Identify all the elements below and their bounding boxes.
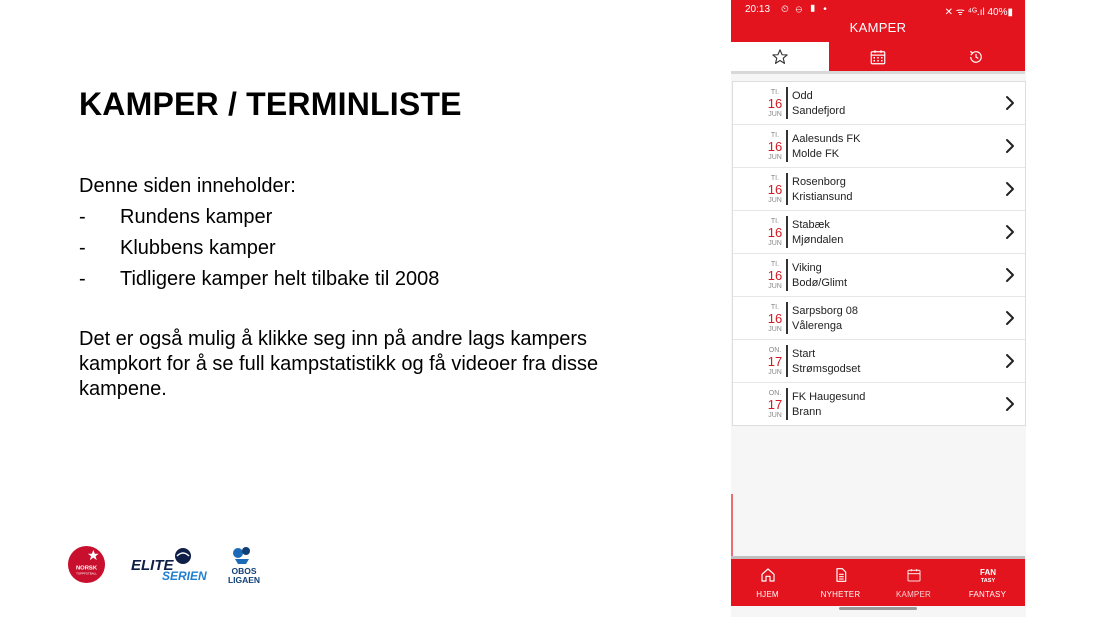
home-team: FK Haugesund — [792, 391, 866, 403]
phone-screen — [731, 0, 1026, 617]
tab-bar — [731, 42, 1025, 72]
divider-bar — [786, 216, 788, 248]
away-team: Molde FK — [792, 148, 840, 160]
home-team: Rosenborg — [792, 176, 846, 188]
description-paragraph: Det er også mulig å klikke seg inn på andre lags kampers kampkort for å se full kampstatistikk og få videoer fra disse kampene. — [79, 328, 599, 400]
home-team: Odd — [792, 90, 813, 102]
match-month: JUN — [768, 154, 782, 161]
match-row[interactable] — [733, 125, 1025, 168]
match-month: JUN — [768, 412, 782, 419]
match-day: 16 — [767, 96, 783, 111]
bottom-navigation — [731, 556, 1025, 606]
home-icon — [760, 567, 776, 583]
away-team: Vålerenga — [792, 320, 843, 332]
eliteserien-logo — [129, 546, 207, 583]
slide-title: KAMPER / TERMINLISTE — [79, 86, 462, 122]
svg-text:TASY: TASY — [980, 578, 995, 584]
tab-history[interactable] — [927, 42, 1025, 72]
intro-text: Denne siden inneholder: — [79, 175, 296, 197]
match-row[interactable] — [733, 211, 1025, 254]
match-month: JUN — [768, 283, 782, 290]
nav-matches[interactable] — [877, 559, 950, 606]
match-row[interactable] — [733, 340, 1025, 383]
svg-text:TOPPFOTBALL: TOPPFOTBALL — [76, 571, 97, 576]
match-day: 17 — [767, 397, 783, 412]
match-row[interactable] — [733, 383, 1025, 425]
home-indicator[interactable] — [839, 607, 917, 610]
status-bar — [731, 0, 1025, 20]
tab-calendar[interactable] — [829, 42, 927, 72]
nav-home-label: HJEM — [756, 590, 779, 599]
tab-favorites[interactable] — [731, 42, 829, 72]
away-team: Bodø/Glimt — [792, 277, 848, 289]
match-day: 16 — [767, 139, 783, 154]
bullet-item: - Tidligere kamper helt tilbake til 2008 — [79, 268, 440, 290]
match-weekday: TI. — [770, 261, 780, 268]
fantasy-icon — [978, 567, 998, 585]
divider-bar — [786, 345, 788, 377]
nav-news[interactable] — [804, 559, 877, 606]
match-row[interactable] — [733, 297, 1025, 340]
divider-bar — [786, 388, 788, 420]
match-weekday: ON. — [768, 347, 782, 354]
match-month: JUN — [768, 197, 782, 204]
divider-bar — [786, 173, 788, 205]
divider-bar — [786, 259, 788, 291]
bullet-item: - Rundens kamper — [79, 206, 273, 228]
edge-indicator — [731, 494, 733, 556]
away-team: Brann — [792, 406, 822, 418]
divider-bar — [786, 87, 788, 119]
chevron-right-icon[interactable] — [1004, 181, 1016, 197]
match-day: 16 — [767, 225, 783, 240]
svg-text:FAN: FAN — [979, 568, 996, 577]
svg-text:OBOS: OBOS — [231, 566, 257, 576]
match-month: JUN — [768, 111, 782, 118]
app-header — [731, 0, 1025, 42]
chevron-right-icon[interactable] — [1004, 267, 1016, 283]
obos-ligaen-logo — [224, 545, 264, 585]
norsk-toppfotball-logo — [67, 545, 106, 584]
home-team: Start — [792, 348, 816, 360]
status-time: 20:13 — [745, 4, 771, 15]
chevron-right-icon[interactable] — [1004, 95, 1016, 111]
home-team: Aalesunds FK — [792, 133, 861, 145]
history-icon — [967, 48, 985, 66]
match-weekday: TI. — [770, 89, 780, 96]
nav-fantasy[interactable] — [950, 559, 1025, 606]
match-weekday: TI. — [770, 175, 780, 182]
chevron-right-icon[interactable] — [1004, 138, 1016, 154]
match-day: 16 — [767, 182, 783, 197]
chevron-right-icon[interactable] — [1004, 310, 1016, 326]
match-month: JUN — [768, 326, 782, 333]
match-month: JUN — [768, 240, 782, 247]
away-team: Kristiansund — [792, 191, 853, 203]
divider-bar — [786, 130, 788, 162]
away-team: Mjøndalen — [792, 234, 844, 246]
match-weekday: TI. — [770, 304, 780, 311]
match-row[interactable] — [733, 168, 1025, 211]
match-row[interactable] — [733, 254, 1025, 297]
nav-news-label: NYHETER — [820, 590, 861, 599]
svg-text:SERIEN: SERIEN — [162, 569, 207, 583]
svg-text:LIGAEN: LIGAEN — [227, 575, 261, 585]
home-team: Sarpsborg 08 — [792, 305, 859, 317]
bullet-list — [79, 204, 439, 297]
svg-text:NORSK: NORSK — [75, 565, 98, 572]
match-list — [732, 81, 1026, 426]
calendar-icon — [906, 567, 922, 583]
nav-matches-label: KAMPER — [896, 590, 931, 599]
tab-divider — [731, 71, 1025, 74]
match-weekday: TI. — [770, 132, 780, 139]
app-title: KAMPER — [849, 20, 907, 35]
bullet-item: - Klubbens kamper — [79, 237, 276, 259]
match-weekday: ON. — [768, 390, 782, 397]
chevron-right-icon[interactable] — [1004, 396, 1016, 412]
chevron-right-icon[interactable] — [1004, 353, 1016, 369]
match-month: JUN — [768, 369, 782, 376]
match-day: 17 — [767, 354, 783, 369]
status-icons-left: ⏲ ⊖ ▮ • — [781, 4, 829, 15]
match-weekday: TI. — [770, 218, 780, 225]
divider-bar — [786, 302, 788, 334]
away-team: Strømsgodset — [792, 363, 861, 375]
home-team: Stabæk — [792, 219, 830, 231]
match-day: 16 — [767, 311, 783, 326]
away-team: Sandefjord — [792, 105, 846, 117]
nav-home[interactable] — [731, 559, 804, 606]
calendar-icon — [869, 48, 887, 66]
nav-fantasy-label: FANTASY — [968, 590, 1007, 599]
svg-text:ELITE: ELITE — [131, 557, 174, 574]
status-icons-right: ✕ ᯤ ⁴ᴳ.ıl 40%▮ — [944, 7, 1013, 18]
match-row[interactable] — [733, 82, 1025, 125]
home-team: Viking — [792, 262, 822, 274]
match-day: 16 — [767, 268, 783, 283]
chevron-right-icon[interactable] — [1004, 224, 1016, 240]
star-icon — [771, 48, 789, 66]
document-icon — [833, 567, 849, 583]
